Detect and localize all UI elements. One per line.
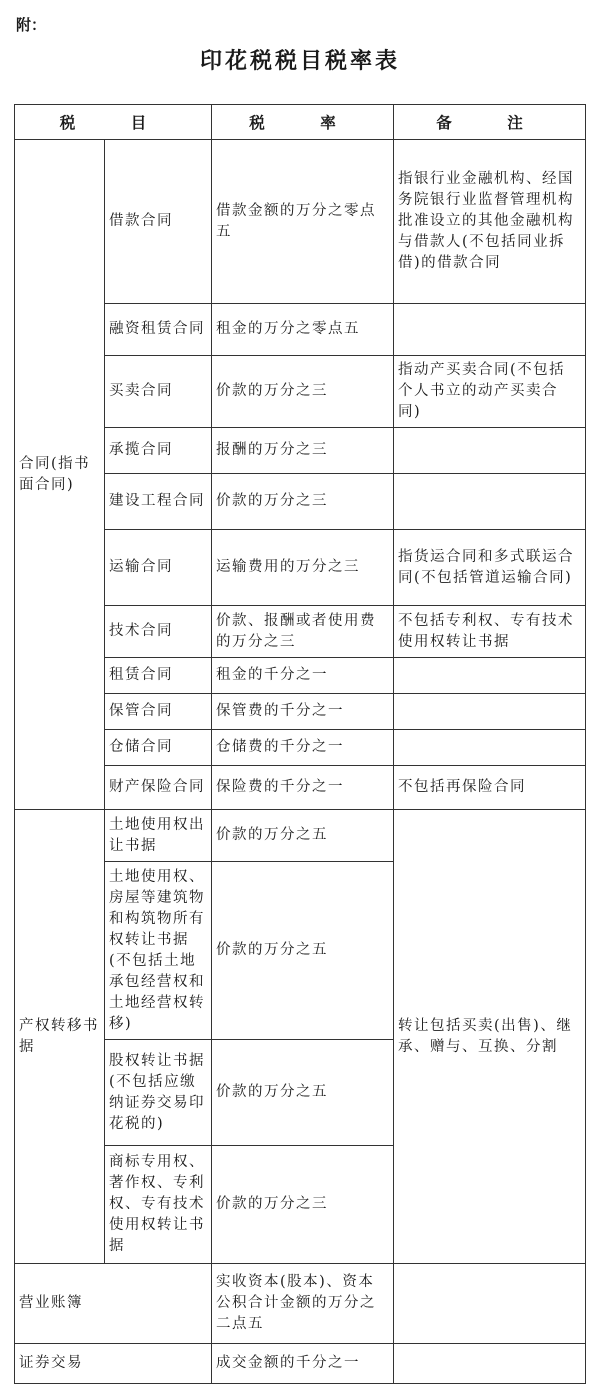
row-rate: 报酬的万分之三 (212, 428, 394, 474)
row-item: 技术合同 (105, 606, 212, 658)
row-note (394, 304, 586, 356)
row-item: 商标专用权、著作权、专利权、专有技术使用权转让书据 (105, 1146, 212, 1264)
row-item: 买卖合同 (105, 356, 212, 428)
row-note: 指货运合同和多式联运合同(不包括管道运输合同) (394, 530, 586, 606)
row-note (394, 730, 586, 766)
row-rate: 借款金额的万分之零点五 (212, 140, 394, 304)
table-row (15, 1344, 586, 1384)
row-note (394, 658, 586, 694)
row-note: 不包括再保险合同 (394, 766, 586, 810)
row-note: 不包括专利权、专有技术使用权转让书据 (394, 606, 586, 658)
row-rate: 价款的万分之三 (212, 474, 394, 530)
header-note: 备 注 (394, 105, 586, 140)
row-rate: 价款的万分之五 (212, 862, 394, 1040)
group-business-books: 营业账簿 (15, 1264, 212, 1344)
row-item: 土地使用权、房屋等建筑物和构筑物所有权转让书据(不包括土地承包经营权和土地经营权转移) (105, 862, 212, 1040)
row-rate: 成交金额的千分之一 (212, 1344, 394, 1384)
row-note (394, 694, 586, 730)
row-rate: 价款、报酬或者使用费的万分之三 (212, 606, 394, 658)
row-rate: 保管费的千分之一 (212, 694, 394, 730)
row-note: 转让包括买卖(出售)、继承、赠与、互换、分割 (394, 810, 586, 1264)
row-note (394, 428, 586, 474)
row-item: 财产保险合同 (105, 766, 212, 810)
row-note (394, 474, 586, 530)
row-item: 土地使用权出让书据 (105, 810, 212, 862)
row-item: 租赁合同 (105, 658, 212, 694)
row-item: 运输合同 (105, 530, 212, 606)
row-item: 仓储合同 (105, 730, 212, 766)
table-row (15, 140, 586, 304)
row-note (394, 1344, 586, 1384)
table-header-row (15, 105, 586, 140)
row-rate: 运输费用的万分之三 (212, 530, 394, 606)
row-item: 建设工程合同 (105, 474, 212, 530)
row-rate: 价款的万分之五 (212, 810, 394, 862)
row-rate: 实收资本(股本)、资本公积合计金额的万分之二点五 (212, 1264, 394, 1344)
page-title: 印花税税目税率表 (199, 48, 400, 74)
row-rate: 价款的万分之五 (212, 1040, 394, 1146)
row-rate: 价款的万分之三 (212, 1146, 394, 1264)
row-item: 融资租赁合同 (105, 304, 212, 356)
row-item: 借款合同 (105, 140, 212, 304)
group-securities: 证券交易 (15, 1344, 212, 1384)
table-row (15, 810, 586, 862)
row-item: 保管合同 (105, 694, 212, 730)
group-contract: 合同(指书面合同) (15, 140, 105, 810)
row-rate: 保险费的千分之一 (212, 766, 394, 810)
row-note: 指动产买卖合同(不包括个人书立的动产买卖合同) (394, 356, 586, 428)
row-note: 指银行业金融机构、经国务院银行业监督管理机构批准设立的其他金融机构与借款人(不包括同业拆借)的借款合同 (394, 140, 586, 304)
row-item: 承揽合同 (105, 428, 212, 474)
table-row (15, 1264, 586, 1344)
row-rate: 仓储费的千分之一 (212, 730, 394, 766)
row-rate: 租金的万分之零点五 (212, 304, 394, 356)
row-rate: 租金的千分之一 (212, 658, 394, 694)
attachment-label: 附： (16, 16, 47, 34)
tax-rate-table (14, 104, 586, 1384)
row-note (394, 1264, 586, 1344)
header-rate: 税 率 (212, 105, 394, 140)
group-property: 产权转移书据 (15, 810, 105, 1264)
row-item: 股权转让书据(不包括应缴纳证券交易印花税的) (105, 1040, 212, 1146)
row-rate: 价款的万分之三 (212, 356, 394, 428)
header-item: 税 目 (15, 105, 212, 140)
